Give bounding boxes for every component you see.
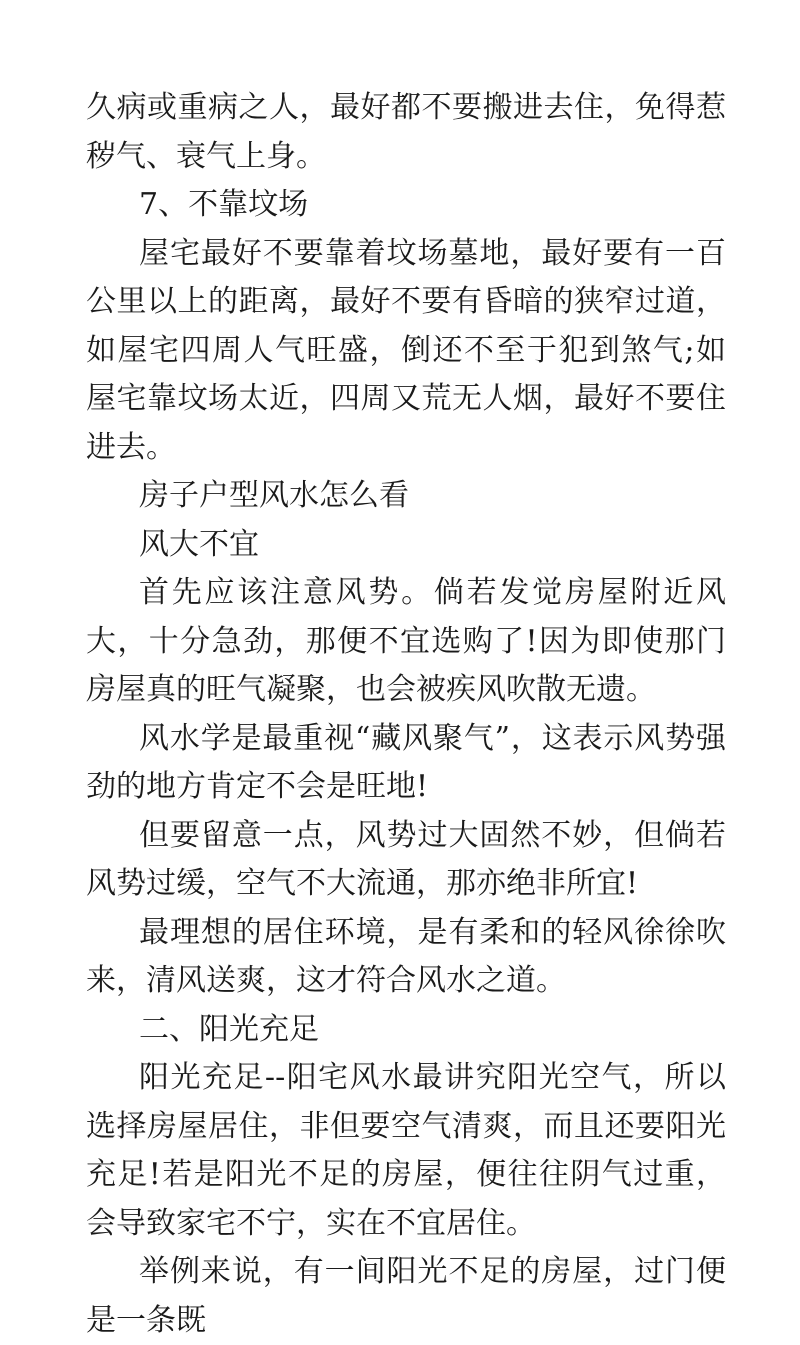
paragraph-sunlight-1: 阳光充足--阳宅风水最讲究阳光空气，所以选择房屋居住，非但要空气清爽，而且还要阳光充足!若是阳光不足的房屋，便往往阴气过重，会导致家宅不宁，实在不宜居住。: [86, 1060, 726, 1241]
paragraph-sunlight-2: 举例来说，有一间阳光不足的房屋，过门便是一条既: [86, 1254, 726, 1338]
document-body: [86, 84, 726, 1345]
section-heading-wind: 风大不宜: [139, 526, 259, 562]
paragraph-wind-4: 最理想的居住环境，是有柔和的轻风徐徐吹来，清风送爽，这才符合风水之道。: [86, 914, 726, 998]
paragraph-wind-3: 但要留意一点，风势过大固然不妙，但倘若风势过缓，空气不大流通，那亦绝非所宜!: [86, 817, 726, 901]
section-heading-layout: 房子户型风水怎么看: [139, 478, 409, 513]
section-heading-no-graves: 7、不靠坟场: [139, 187, 309, 222]
paragraph-graves: 屋宅最好不要靠着坟场墓地，最好要有一百公里以上的距离，最好不要有昏暗的狭窄过道，如屋宅四周人气旺盛，倒还不至于犯到煞气;如屋宅靠坟场太近，四周又荒无人烟，最好不要住进去。: [86, 235, 726, 465]
section-heading-sunlight: 二、阳光充足: [139, 1011, 319, 1047]
paragraph-wind-1: 首先应该注意风势。倘若发觉房屋附近风大，十分急劲，那便不宜选购了!因为即使那门房屋真的旺气凝聚，也会被疾风吹散无遗。: [86, 575, 726, 707]
paragraph-continuation: 久病或重病之人，最好都不要搬进去住，免得惹秽气、衰气上身。: [86, 90, 726, 174]
paragraph-wind-2: 风水学是最重视“藏风聚气”，这表示风势强劲的地方肯定不会是旺地!: [86, 720, 726, 804]
